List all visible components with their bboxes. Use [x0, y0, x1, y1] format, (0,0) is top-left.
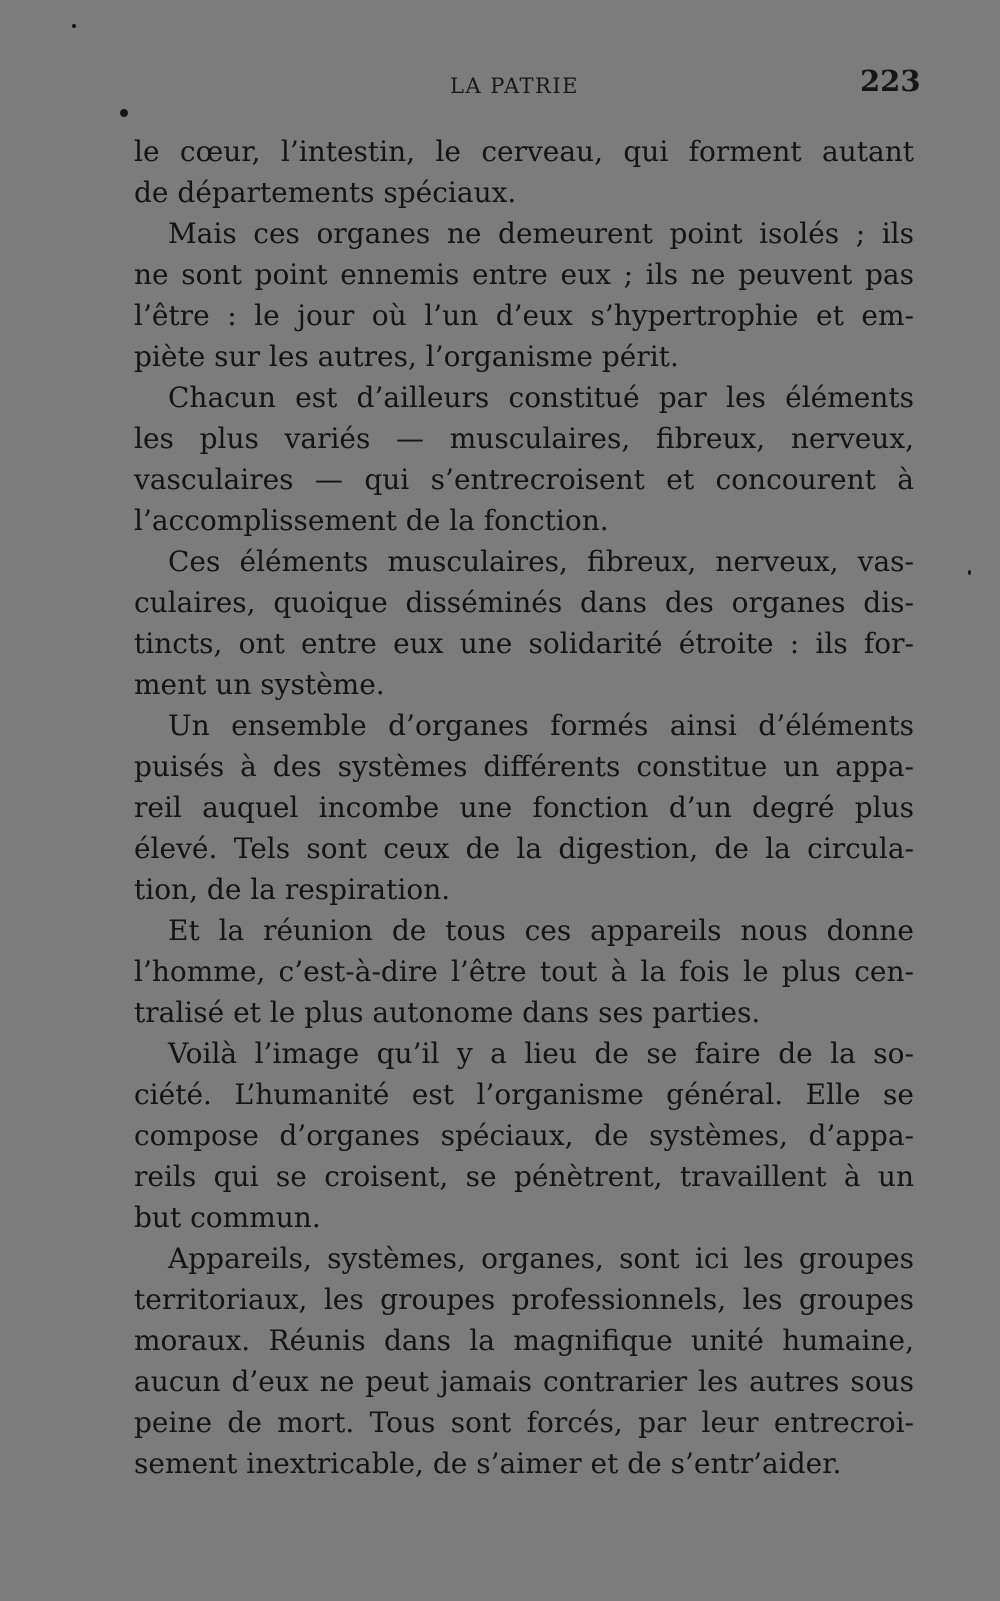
text-line: l’accomplissement de la fonction. — [134, 504, 609, 537]
text-line: Mais ces organes ne demeurent point isolés ; ils — [168, 217, 914, 250]
page-number: 223 — [860, 64, 921, 98]
text-line: l’homme, c’est-à-dire l’être tout à la fois le plus cen- — [134, 955, 914, 988]
text-line: ment un système. — [134, 668, 385, 701]
text-line: les plus variés — musculaires, fibreux, nerveux, — [134, 422, 914, 455]
text-line: Un ensemble d’organes formés ainsi d’éléments — [168, 709, 914, 742]
text-line: piète sur les autres, l’organisme périt. — [134, 340, 679, 373]
text-line: élevé. Tels sont ceux de la digestion, de la circula- — [134, 832, 914, 865]
text-line: Appareils, systèmes, organes, sont ici les groupes — [168, 1242, 914, 1275]
ink-speck — [72, 24, 76, 28]
text-line: aucun d’eux ne peut jamais contrarier les autres sous — [134, 1365, 914, 1398]
text-line: compose d’organes spéciaux, de systèmes, d’appa- — [134, 1119, 914, 1152]
text-line: le cœur, l’intestin, le cerveau, qui forment autant — [134, 135, 914, 168]
text-line: peine de mort. Tous sont forcés, par leur entrecroi- — [134, 1406, 914, 1439]
text-line: reils qui se croisent, se pénètrent, travaillent à un — [134, 1160, 914, 1193]
text-line: Voilà l’image qu’il y a lieu de se faire de la so- — [168, 1037, 914, 1070]
text-line: tion, de la respiration. — [134, 873, 451, 906]
text-line: culaires, quoique disséminés dans des organes dis- — [134, 586, 914, 619]
text-line: vasculaires — qui s’entrecroisent et concourent à — [134, 463, 914, 496]
body-text — [134, 131, 914, 1484]
ink-speck — [120, 109, 128, 117]
text-line: but commun. — [134, 1201, 321, 1234]
text-line: de départements spéciaux. — [134, 176, 517, 209]
text-line: Chacun est d’ailleurs constitué par les éléments — [168, 381, 914, 414]
text-line: ne sont point ennemis entre eux ; ils ne peuvent pas — [134, 258, 914, 291]
text-line: l’être : le jour où l’un d’eux s’hypertrophie et em- — [134, 299, 914, 332]
text-line: territoriaux, les groupes professionnels, les groupes — [134, 1283, 914, 1316]
text-line: sement inextricable, de s’aimer et de s’entr’aider. — [134, 1447, 842, 1480]
text-line: puisés à des systèmes différents constitue un appa- — [134, 750, 914, 783]
text-line: moraux. Réunis dans la magnifique unité humaine, — [134, 1324, 914, 1357]
text-line: ciété. L’humanité est l’organisme général. Elle se — [134, 1078, 914, 1111]
text-line: tralisé et le plus autonome dans ses parties. — [134, 996, 761, 1029]
text-line: tincts, ont entre eux une solidarité étroite : ils for- — [134, 627, 914, 660]
text-line: Ces éléments musculaires, fibreux, nerveux, vas- — [168, 545, 914, 578]
running-title: LA PATRIE — [450, 74, 579, 98]
text-line: Et la réunion de tous ces appareils nous donne — [168, 914, 914, 947]
ink-speck — [968, 570, 971, 575]
text-line: reil auquel incombe une fonction d’un degré plus — [134, 791, 914, 824]
